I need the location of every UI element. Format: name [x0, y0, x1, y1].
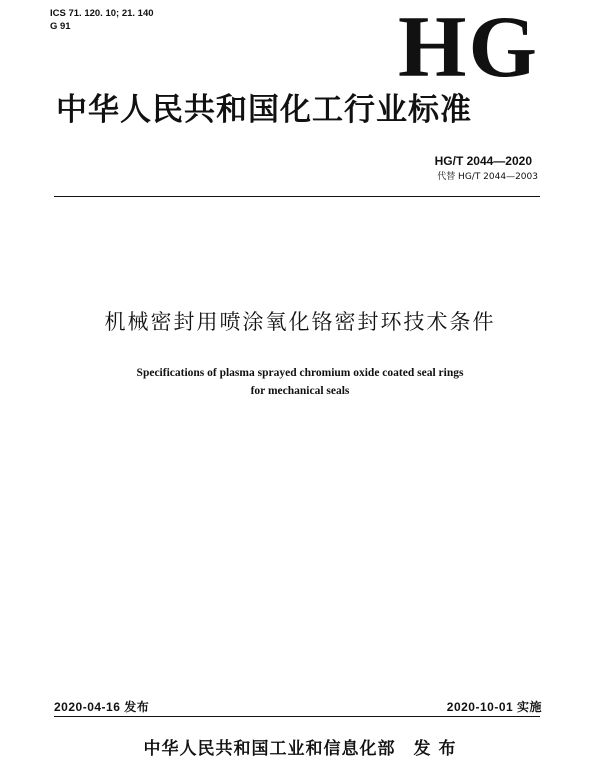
- top-divider: [54, 196, 540, 197]
- standard-number: HG/T 2044—2020: [434, 154, 532, 168]
- supersedes-note: 代替 HG/T 2044—2003: [437, 172, 538, 182]
- title-chinese: 机械密封用喷涂氧化铬密封环技术条件: [104, 310, 496, 334]
- issue-date: 2020-04-16 发布: [54, 700, 150, 714]
- publisher: 中华人民共和国工业和信息化部 发 布: [143, 739, 457, 759]
- ccs-code: G 91: [50, 21, 71, 32]
- hg-logo: HG: [398, 0, 539, 96]
- title-english-line1: Specifications of plasma sprayed chromium oxide coated seal rings: [136, 367, 464, 379]
- title-english-line2: for mechanical seals: [250, 385, 350, 397]
- implementation-date: 2020-10-01 实施: [446, 700, 542, 714]
- ics-code: ICS 71. 120. 10; 21. 140: [50, 8, 154, 19]
- standard-classification: 中华人民共和国化工行业标准: [56, 92, 472, 128]
- bottom-divider: [54, 716, 540, 717]
